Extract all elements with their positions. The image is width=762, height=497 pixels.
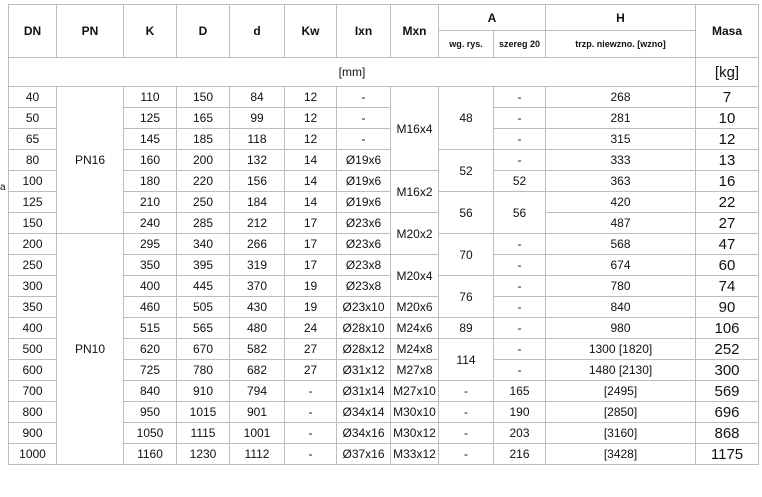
cell-kw: 14 xyxy=(285,171,337,192)
cell-h: [2850] xyxy=(546,402,696,423)
cell-d-inner: 1001 xyxy=(230,423,285,444)
cell-k: 110 xyxy=(124,87,177,108)
cell-h: 315 xyxy=(546,129,696,150)
cell-d-inner: 84 xyxy=(230,87,285,108)
cell-szereg-20: 56 xyxy=(494,192,546,234)
cell-mxn: M24x6 xyxy=(391,318,439,339)
cell-masa: 569 xyxy=(696,381,759,402)
cell-kw: 27 xyxy=(285,339,337,360)
cell-kw: - xyxy=(285,423,337,444)
cell-dn: 65 xyxy=(9,129,57,150)
col-header-d-inner: d xyxy=(230,5,285,58)
cell-h: 1480 [2130] xyxy=(546,360,696,381)
cell-szereg-20: - xyxy=(494,276,546,297)
col-subheader-trzpien: trzp. niewzno. [wzno] xyxy=(546,31,696,58)
cell-kw: 12 xyxy=(285,108,337,129)
cell-dn: 400 xyxy=(9,318,57,339)
cell-mxn: M30x10 xyxy=(391,402,439,423)
cell-kw: - xyxy=(285,402,337,423)
cell-szereg-20: - xyxy=(494,87,546,108)
cell-dn: 250 xyxy=(9,255,57,276)
cell-d-outer: 185 xyxy=(177,129,230,150)
cell-d-inner: 901 xyxy=(230,402,285,423)
cell-mxn: M27x8 xyxy=(391,360,439,381)
cell-szereg-20: - xyxy=(494,129,546,150)
cell-masa: 106 xyxy=(696,318,759,339)
cell-kw: 17 xyxy=(285,234,337,255)
table-row xyxy=(9,87,759,108)
cell-mxn: M27x10 xyxy=(391,381,439,402)
cell-d-inner: 132 xyxy=(230,150,285,171)
cell-a-wg-rys: - xyxy=(439,423,494,444)
cell-a-wg-rys: 114 xyxy=(439,339,494,381)
cell-szereg-20: - xyxy=(494,234,546,255)
cell-d-outer: 200 xyxy=(177,150,230,171)
cell-k: 210 xyxy=(124,192,177,213)
cell-masa: 90 xyxy=(696,297,759,318)
cell-d-outer: 780 xyxy=(177,360,230,381)
cell-mxn: M24x8 xyxy=(391,339,439,360)
cell-d-outer: 250 xyxy=(177,192,230,213)
cell-dn: 80 xyxy=(9,150,57,171)
cell-masa: 13 xyxy=(696,150,759,171)
cell-d-inner: 794 xyxy=(230,381,285,402)
cell-d-inner: 682 xyxy=(230,360,285,381)
cell-k: 840 xyxy=(124,381,177,402)
cell-kw: 24 xyxy=(285,318,337,339)
cell-mxn: M33x12 xyxy=(391,444,439,465)
cell-dn: 350 xyxy=(9,297,57,318)
cell-kw: 14 xyxy=(285,192,337,213)
cell-d-outer: 150 xyxy=(177,87,230,108)
cell-masa: 10 xyxy=(696,108,759,129)
cell-k: 1160 xyxy=(124,444,177,465)
cell-k: 725 xyxy=(124,360,177,381)
cell-d-inner: 118 xyxy=(230,129,285,150)
cell-masa: 47 xyxy=(696,234,759,255)
cell-szereg-20: - xyxy=(494,108,546,129)
cell-d-outer: 505 xyxy=(177,297,230,318)
cell-d-outer: 285 xyxy=(177,213,230,234)
cell-d-inner: 156 xyxy=(230,171,285,192)
cell-d-inner: 184 xyxy=(230,192,285,213)
cell-kw: 19 xyxy=(285,276,337,297)
cell-dn: 50 xyxy=(9,108,57,129)
cell-kw: 27 xyxy=(285,360,337,381)
cell-dn: 200 xyxy=(9,234,57,255)
cell-dn: 700 xyxy=(9,381,57,402)
cell-ixn: Ø23x6 xyxy=(337,234,391,255)
stray-character: a xyxy=(0,182,6,193)
cell-szereg-20: - xyxy=(494,297,546,318)
flange-spec-table xyxy=(8,4,759,465)
cell-a-wg-rys: 70 xyxy=(439,234,494,276)
cell-szereg-20: - xyxy=(494,339,546,360)
cell-d-inner: 430 xyxy=(230,297,285,318)
cell-h: 268 xyxy=(546,87,696,108)
cell-k: 400 xyxy=(124,276,177,297)
cell-ixn: Ø23x8 xyxy=(337,255,391,276)
cell-d-outer: 670 xyxy=(177,339,230,360)
cell-kw: 17 xyxy=(285,213,337,234)
cell-d-outer: 395 xyxy=(177,255,230,276)
cell-k: 620 xyxy=(124,339,177,360)
cell-pn: PN10 xyxy=(57,234,124,465)
cell-k: 160 xyxy=(124,150,177,171)
cell-ixn: Ø31x12 xyxy=(337,360,391,381)
cell-ixn: - xyxy=(337,108,391,129)
cell-a-wg-rys: - xyxy=(439,381,494,402)
col-subheader-szereg-20: szereg 20 xyxy=(494,31,546,58)
cell-dn: 800 xyxy=(9,402,57,423)
cell-a-wg-rys: 52 xyxy=(439,150,494,192)
cell-kw: 14 xyxy=(285,150,337,171)
cell-mxn: M16x2 xyxy=(391,171,439,213)
cell-ixn: Ø19x6 xyxy=(337,150,391,171)
cell-h: 568 xyxy=(546,234,696,255)
cell-dn: 150 xyxy=(9,213,57,234)
cell-kw: 17 xyxy=(285,255,337,276)
cell-ixn: Ø34x14 xyxy=(337,402,391,423)
col-header-k: K xyxy=(124,5,177,58)
unit-mm: [mm] xyxy=(9,58,696,87)
cell-mxn: M20x2 xyxy=(391,213,439,255)
cell-h: 487 xyxy=(546,213,696,234)
cell-d-inner: 212 xyxy=(230,213,285,234)
cell-ixn: Ø23x10 xyxy=(337,297,391,318)
col-header-d-outer: D xyxy=(177,5,230,58)
cell-h: 980 xyxy=(546,318,696,339)
cell-kw: 12 xyxy=(285,129,337,150)
col-header-masa: Masa xyxy=(696,5,759,58)
cell-mxn: M20x4 xyxy=(391,255,439,297)
cell-dn: 600 xyxy=(9,360,57,381)
col-header-ixn: Ixn xyxy=(337,5,391,58)
cell-masa: 60 xyxy=(696,255,759,276)
cell-h: 1300 [1820] xyxy=(546,339,696,360)
cell-ixn: Ø19x6 xyxy=(337,192,391,213)
cell-kw: - xyxy=(285,381,337,402)
cell-masa: 22 xyxy=(696,192,759,213)
cell-d-outer: 910 xyxy=(177,381,230,402)
col-header-mxn: Mxn xyxy=(391,5,439,58)
cell-dn: 100 xyxy=(9,171,57,192)
cell-k: 1050 xyxy=(124,423,177,444)
cell-h: 420 xyxy=(546,192,696,213)
cell-mxn: M30x12 xyxy=(391,423,439,444)
cell-k: 145 xyxy=(124,129,177,150)
cell-szereg-20: 203 xyxy=(494,423,546,444)
cell-ixn: Ø37x16 xyxy=(337,444,391,465)
cell-kw: 19 xyxy=(285,297,337,318)
cell-h: 780 xyxy=(546,276,696,297)
cell-szereg-20: - xyxy=(494,255,546,276)
cell-masa: 696 xyxy=(696,402,759,423)
cell-mxn: M20x6 xyxy=(391,297,439,318)
col-header-dn: DN xyxy=(9,5,57,58)
cell-ixn: Ø19x6 xyxy=(337,171,391,192)
cell-pn: PN16 xyxy=(57,87,124,234)
cell-ixn: Ø23x8 xyxy=(337,276,391,297)
cell-mxn: M16x4 xyxy=(391,87,439,171)
cell-masa: 27 xyxy=(696,213,759,234)
cell-d-outer: 165 xyxy=(177,108,230,129)
cell-a-wg-rys: 89 xyxy=(439,318,494,339)
cell-ixn: - xyxy=(337,87,391,108)
cell-h: [3428] xyxy=(546,444,696,465)
cell-d-inner: 99 xyxy=(230,108,285,129)
cell-dn: 125 xyxy=(9,192,57,213)
cell-k: 350 xyxy=(124,255,177,276)
cell-szereg-20: 52 xyxy=(494,171,546,192)
col-header-kw: Kw xyxy=(285,5,337,58)
col-subheader-wg-rys: wg. rys. xyxy=(439,31,494,58)
cell-a-wg-rys: 48 xyxy=(439,87,494,150)
cell-k: 240 xyxy=(124,213,177,234)
unit-kg: [kg] xyxy=(696,58,759,87)
cell-k: 295 xyxy=(124,234,177,255)
cell-szereg-20: - xyxy=(494,150,546,171)
cell-a-wg-rys: - xyxy=(439,444,494,465)
cell-a-wg-rys: - xyxy=(439,402,494,423)
cell-d-outer: 565 xyxy=(177,318,230,339)
cell-h: 674 xyxy=(546,255,696,276)
col-header-h: H xyxy=(546,5,696,31)
cell-szereg-20: - xyxy=(494,318,546,339)
cell-d-outer: 1230 xyxy=(177,444,230,465)
cell-dn: 300 xyxy=(9,276,57,297)
cell-masa: 12 xyxy=(696,129,759,150)
cell-d-outer: 445 xyxy=(177,276,230,297)
cell-h: [3160] xyxy=(546,423,696,444)
cell-k: 515 xyxy=(124,318,177,339)
cell-masa: 74 xyxy=(696,276,759,297)
cell-h: 363 xyxy=(546,171,696,192)
cell-dn: 1000 xyxy=(9,444,57,465)
cell-dn: 900 xyxy=(9,423,57,444)
cell-d-outer: 1015 xyxy=(177,402,230,423)
cell-dn: 500 xyxy=(9,339,57,360)
cell-ixn: Ø28x12 xyxy=(337,339,391,360)
cell-h: 840 xyxy=(546,297,696,318)
table-row xyxy=(9,234,759,255)
col-header-pn: PN xyxy=(57,5,124,58)
cell-d-inner: 370 xyxy=(230,276,285,297)
cell-szereg-20: 190 xyxy=(494,402,546,423)
cell-a-wg-rys: 76 xyxy=(439,276,494,318)
cell-d-outer: 1115 xyxy=(177,423,230,444)
cell-masa: 1175 xyxy=(696,444,759,465)
cell-k: 180 xyxy=(124,171,177,192)
cell-k: 460 xyxy=(124,297,177,318)
cell-d-inner: 319 xyxy=(230,255,285,276)
cell-masa: 868 xyxy=(696,423,759,444)
cell-dn: 40 xyxy=(9,87,57,108)
cell-ixn: Ø23x6 xyxy=(337,213,391,234)
col-header-a: A xyxy=(439,5,546,31)
cell-d-inner: 480 xyxy=(230,318,285,339)
cell-ixn: Ø28x10 xyxy=(337,318,391,339)
cell-d-inner: 582 xyxy=(230,339,285,360)
cell-a-wg-rys: 56 xyxy=(439,192,494,234)
cell-szereg-20: - xyxy=(494,360,546,381)
cell-h: 281 xyxy=(546,108,696,129)
cell-kw: 12 xyxy=(285,87,337,108)
cell-h: [2495] xyxy=(546,381,696,402)
cell-d-inner: 266 xyxy=(230,234,285,255)
cell-masa: 7 xyxy=(696,87,759,108)
cell-masa: 300 xyxy=(696,360,759,381)
cell-ixn: Ø31x14 xyxy=(337,381,391,402)
cell-k: 125 xyxy=(124,108,177,129)
cell-d-inner: 1112 xyxy=(230,444,285,465)
cell-d-outer: 220 xyxy=(177,171,230,192)
cell-h: 333 xyxy=(546,150,696,171)
cell-d-outer: 340 xyxy=(177,234,230,255)
cell-masa: 16 xyxy=(696,171,759,192)
cell-k: 950 xyxy=(124,402,177,423)
cell-szereg-20: 165 xyxy=(494,381,546,402)
cell-masa: 252 xyxy=(696,339,759,360)
cell-ixn: - xyxy=(337,129,391,150)
cell-ixn: Ø34x16 xyxy=(337,423,391,444)
cell-szereg-20: 216 xyxy=(494,444,546,465)
cell-kw: - xyxy=(285,444,337,465)
